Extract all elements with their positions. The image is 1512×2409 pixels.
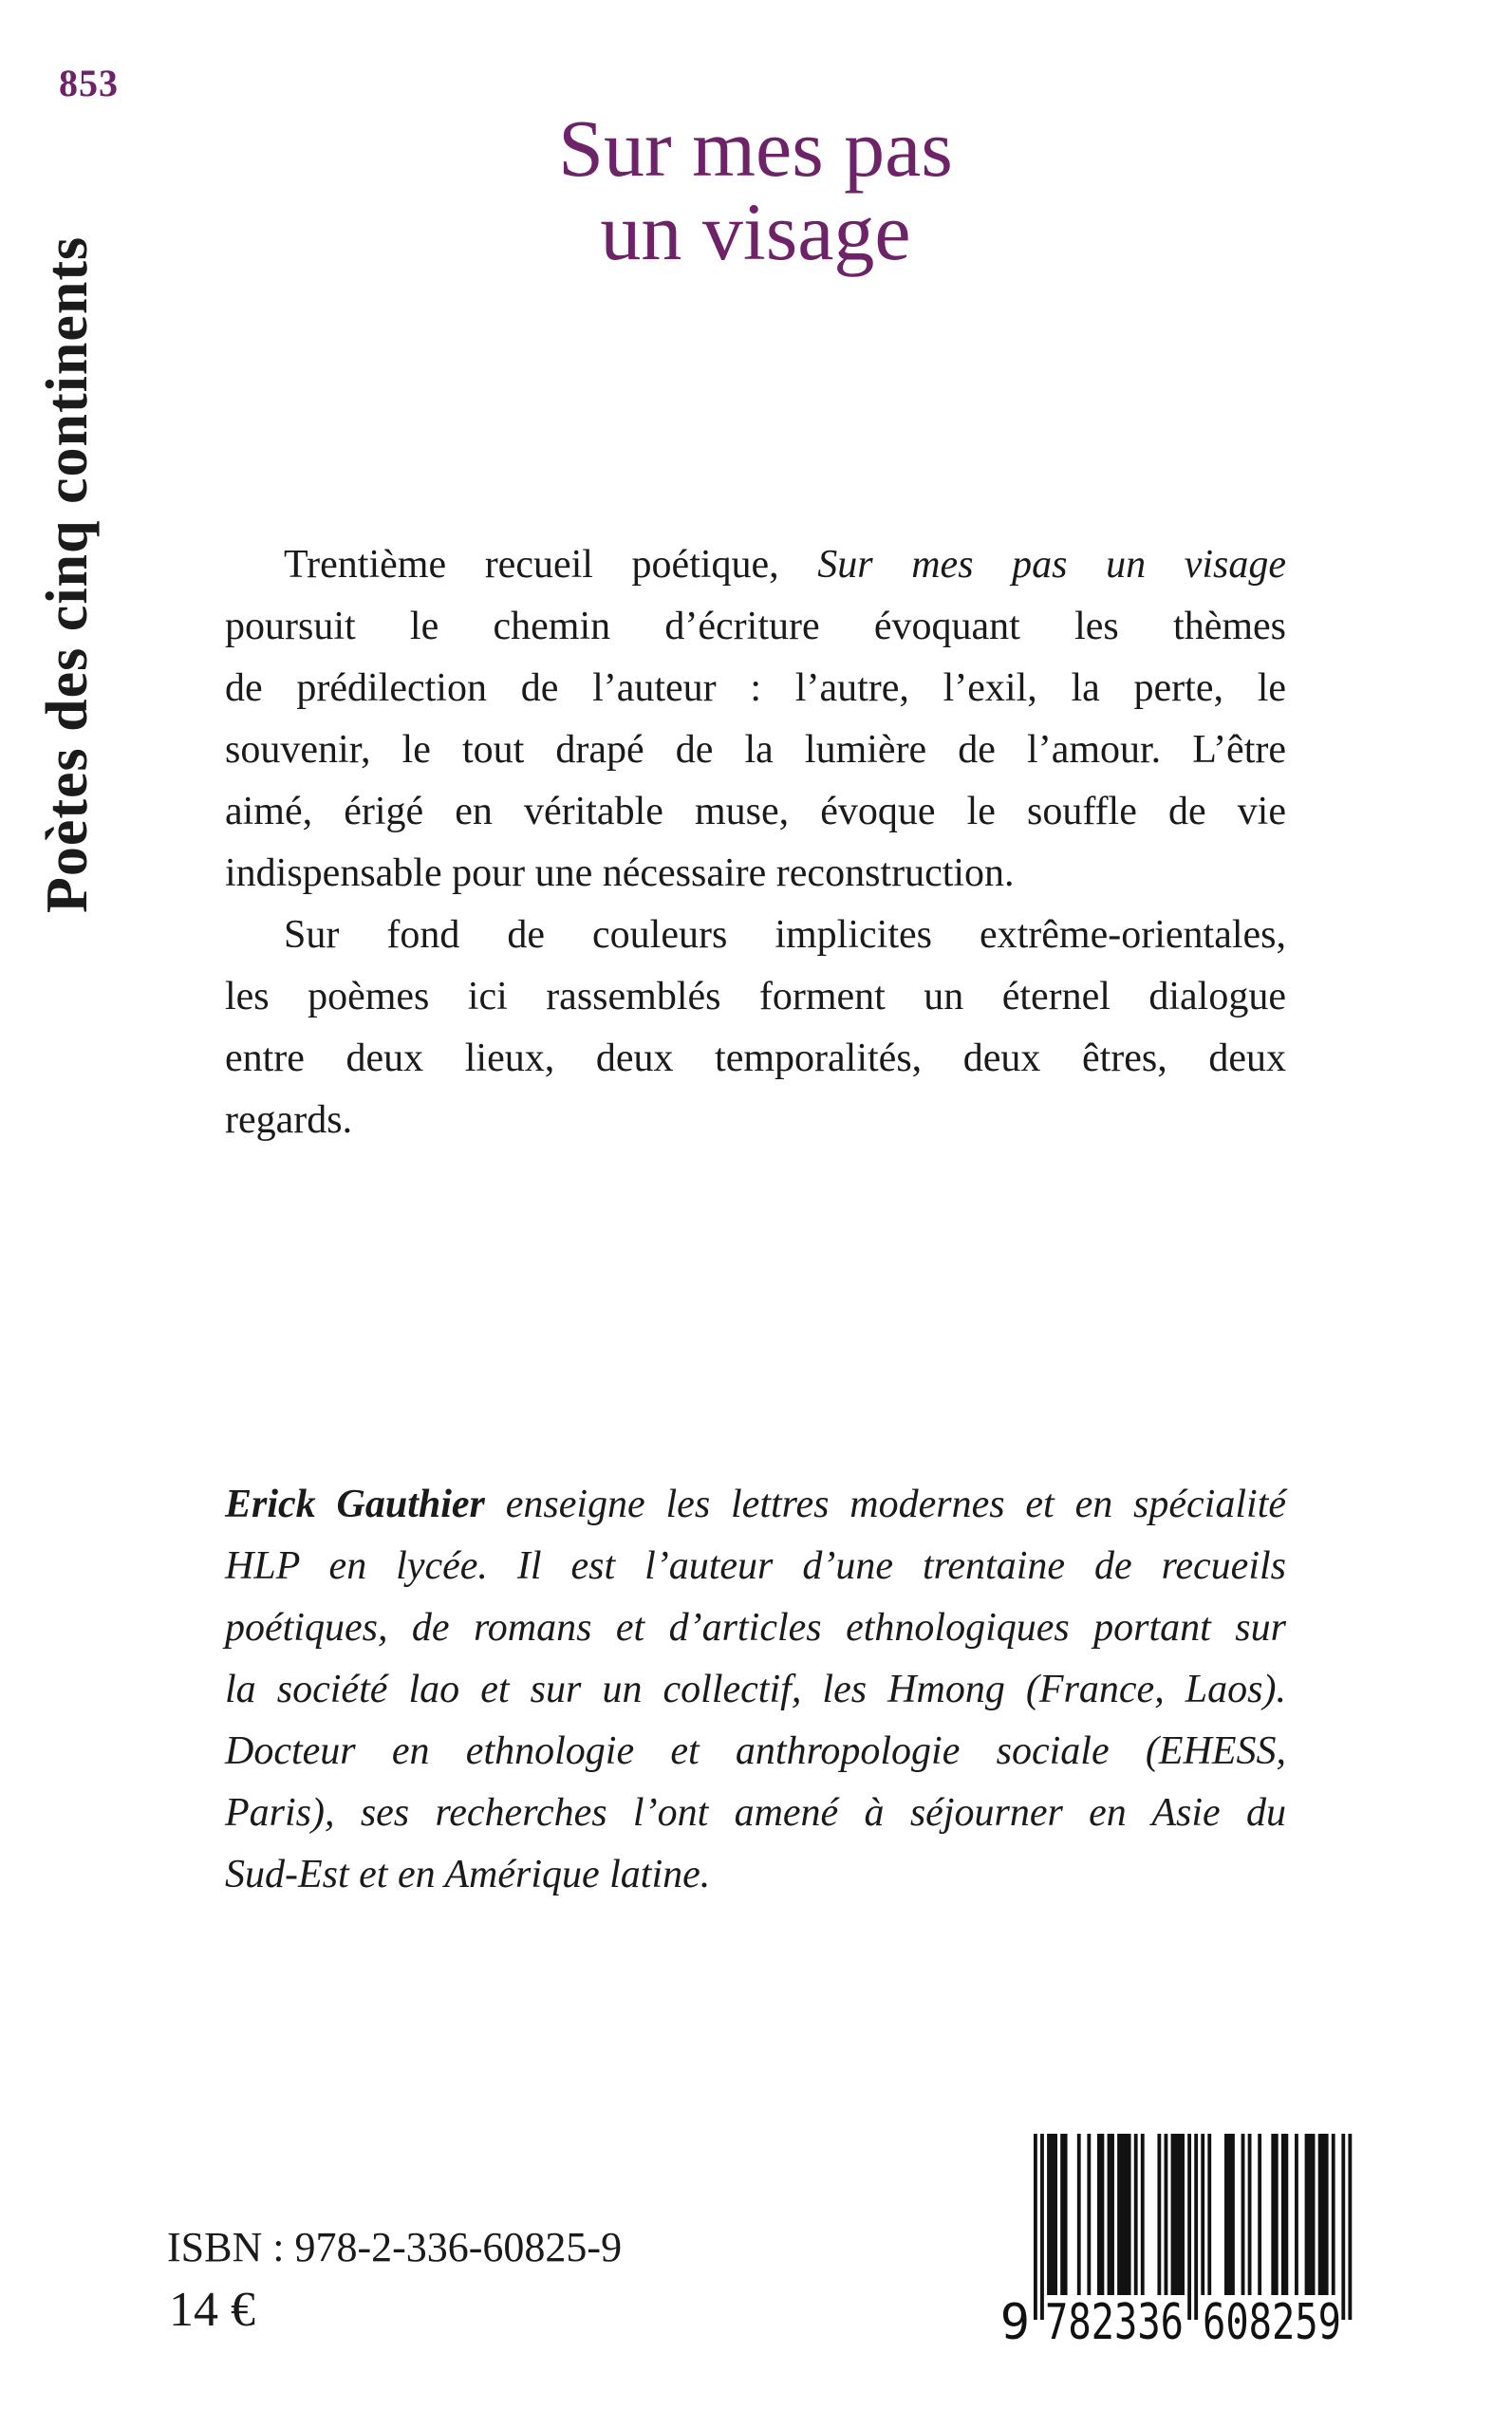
barcode-bar <box>1248 2134 1252 2295</box>
book-title-line1: Sur mes pas <box>558 103 953 194</box>
barcode-bar <box>1111 2134 1114 2295</box>
barcode-bar <box>1047 2134 1051 2295</box>
barcode-bar <box>1117 2134 1121 2295</box>
ean13-barcode <box>987 2126 1386 2363</box>
barcode-bar <box>1325 2134 1329 2295</box>
barcode-bar <box>1224 2134 1228 2295</box>
text-line: Trentième recueil poétique, Sur mes pas un visage <box>284 543 1286 587</box>
barcode-bar <box>1128 2134 1131 2295</box>
barcode-bar <box>1284 2134 1288 2295</box>
barcode-bar <box>1207 2134 1211 2295</box>
barcode-bar <box>1040 2134 1044 2320</box>
text-line: Docteur en ethnologie et anthropologie sociale (EHESS, <box>225 1729 1286 1773</box>
barcode-bar <box>1187 2134 1191 2320</box>
barcode-bar <box>1034 2134 1037 2320</box>
collection-name-vertical: Poètes des cinq continents <box>35 235 100 913</box>
text-line: souvenir, le tout drapé de la lumière de l’amour. L’être <box>225 728 1286 772</box>
barcode-bar <box>1271 2134 1275 2295</box>
text-line: la société lao et sur un collectif, les Hmong (France, Laos). <box>225 1668 1286 1711</box>
barcode-bar <box>1295 2134 1298 2295</box>
barcode-bar <box>1060 2134 1064 2295</box>
book-title-line2: un visage <box>600 186 911 277</box>
price-text: 14 € <box>169 2283 255 2337</box>
text-line: Erick Gauthier enseigne les lettres modernes et en spécialité <box>225 1483 1287 1526</box>
isbn-text: ISBN : 978-2-336-60825-9 <box>167 2224 623 2270</box>
barcode-bar <box>1165 2134 1168 2295</box>
barcode-bar <box>1241 2134 1245 2295</box>
text-line: entre deux lieux, deux temporalités, deux êtres, deux <box>225 1036 1286 1080</box>
text-line: aimé, érigé en véritable muse, évoque le souffle de vie <box>225 790 1286 833</box>
book-title <box>225 103 1286 277</box>
barcode-bar <box>1174 2134 1178 2295</box>
text-line: poursuit le chemin d’écriture évoquant les thèmes <box>225 605 1286 648</box>
barcode-bar <box>1108 2134 1111 2295</box>
barcode-bar <box>1097 2134 1101 2295</box>
barcode-bar <box>1332 2134 1335 2295</box>
barcode-bar <box>1124 2134 1128 2295</box>
barcode-bar <box>1231 2134 1235 2295</box>
author-bio-text <box>225 1474 1286 1906</box>
text-line: regards. <box>225 1098 353 1142</box>
barcode-bar <box>1134 2134 1138 2295</box>
barcode-bar <box>1348 2134 1352 2320</box>
text-line: Sur fond de couleurs implicites extrême-orientales, <box>284 913 1286 957</box>
barcode-bar <box>1064 2134 1068 2295</box>
text-line: les poèmes ici rassemblés forment un éternel dialogue <box>225 975 1286 1018</box>
text-line: poétiques, de romans et d’articles ethnologiques portant sur <box>225 1606 1286 1650</box>
barcode-bar <box>1054 2134 1057 2295</box>
barcode-bar <box>1308 2134 1312 2295</box>
text-line: HLP en lycée. Il est l’auteur d’une trentaine de recueils <box>225 1544 1286 1588</box>
barcode-bar <box>1101 2134 1105 2295</box>
barcode-bar <box>1321 2134 1325 2295</box>
text-line: indispensable pour une nécessaire reconstruction. <box>225 851 1015 895</box>
text-line: Sud-Est et en Amérique latine. <box>225 1853 711 1896</box>
barcode-bar <box>1157 2134 1161 2295</box>
barcode-digits: 9 <box>999 2294 1030 2351</box>
barcode-bar <box>1194 2134 1198 2320</box>
barcode-bar <box>1171 2134 1175 2295</box>
barcode-bar <box>1275 2134 1279 2295</box>
barcode-bar <box>1318 2134 1322 2295</box>
barcode-bar <box>1077 2134 1081 2295</box>
barcode-bar <box>1121 2134 1125 2295</box>
barcode-bar <box>1201 2134 1204 2295</box>
barcode-digits: 782336 <box>1045 2294 1184 2351</box>
text-line: Paris), ses recherches l’ont amené à séjourner en Asie du <box>225 1791 1286 1835</box>
barcode-bar <box>1051 2134 1055 2295</box>
barcode-bar <box>1305 2134 1309 2295</box>
barcode-bar <box>1141 2134 1145 2295</box>
barcode-bar <box>1181 2134 1185 2295</box>
barcode-bar <box>1178 2134 1182 2295</box>
text-line: de prédilection de l’auteur : l’autre, l’exil, la perte, le <box>225 666 1286 710</box>
barcode-bar <box>1087 2134 1091 2295</box>
barcode-digits: 608259 <box>1203 2294 1341 2351</box>
barcode-bar <box>1281 2134 1285 2295</box>
barcode-bar <box>1341 2134 1345 2320</box>
synopsis-text <box>225 534 1286 1151</box>
barcode-bar <box>1258 2134 1261 2295</box>
collection-number: 853 <box>59 62 119 104</box>
barcode-bar <box>1312 2134 1316 2295</box>
barcode-bar <box>1228 2134 1232 2295</box>
